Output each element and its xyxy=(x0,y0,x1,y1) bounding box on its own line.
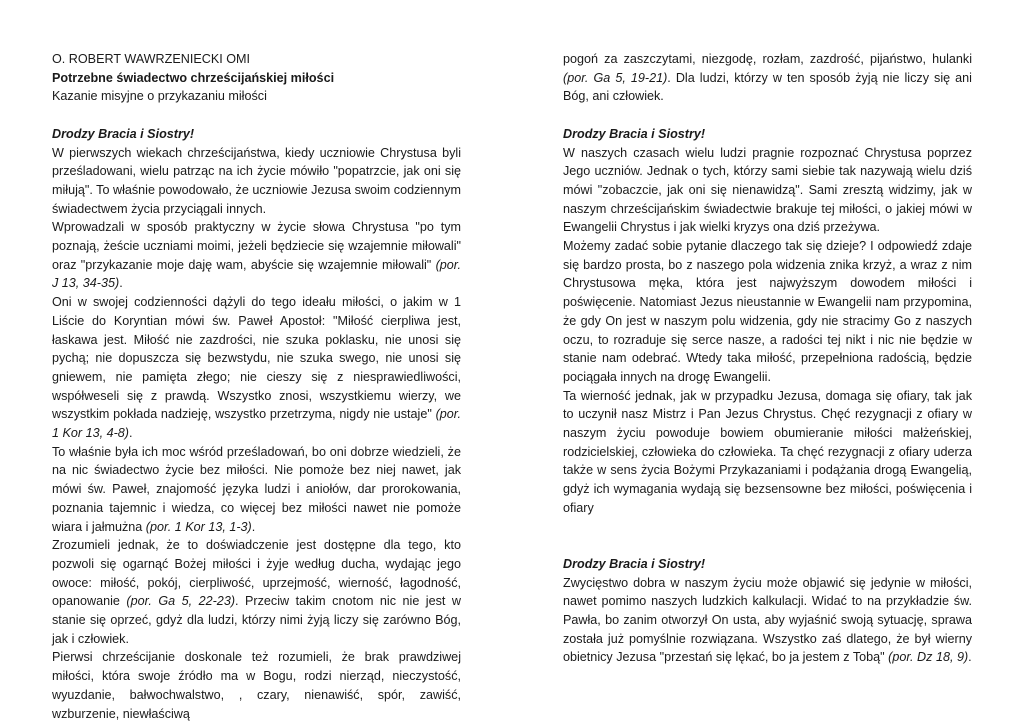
paragraph xyxy=(52,536,461,648)
paragraph xyxy=(52,443,461,537)
paragraph xyxy=(563,574,972,668)
paragraph-text: Wprowadzali w sposób praktyczny w życie słowa Chrystusa "po tym poznają, żeście uczniami moimi, jeżeli będziecie się wzajemnie miłowali" oraz "przykazanie moje daję wam, abyście się wzajemnie miłowali" xyxy=(52,220,461,272)
paragraph: Możemy zadać sobie pytanie dlaczego tak się dzieje? I odpowiedź zdaje się bardzo prosta, bo z naszego pola widzenia znika krzyż, a wraz z nim Chrystusowa męka, która jest najwyższym dowodem miłości i poświęcenie. Natomiast Jezus nieustannie w Ewangelii nam przypomina, że gdy On jest w naszym polu widzenia, gdy nie stracimy Go z naszych oczu, to rozraduje się serce nasze, a radości tej nikt i nic nie będzie w stanie nam odebrać. Wtedy taka miłość, przepełniona radością, będzie pociągała innych na drogę Ewangelii. xyxy=(563,239,972,384)
sermon-title: Potrzebne świadectwo chrześcijańskiej miłości xyxy=(52,70,335,85)
scripture-reference: (por. Ga 5, 22-23) xyxy=(126,594,236,609)
spacer xyxy=(563,106,972,125)
paragraph: W pierwszych wiekach chrześcijaństwa, kiedy uczniowie Chrystusa byli prześladowani, wielu patrząc na ich życie mówiło "popatrzcie, jak oni się miłują". To właśnie powodowało, że uczniowie Jezusa swoim codziennym świadectwem życia przyciągali innych. xyxy=(52,145,461,216)
sermon-subtitle: Kazanie misyjne o przykazaniu miłości xyxy=(52,89,267,104)
scripture-reference: (por. J 13, 34-35) xyxy=(52,257,461,291)
left-column xyxy=(52,50,461,723)
paragraph xyxy=(52,218,461,293)
spacer xyxy=(52,106,461,125)
paragraph-text: . Dla ludzi, którzy w ten sposób żyją nie liczy się ani Bóg, ani człowiek. xyxy=(563,70,972,104)
paragraph-text: . xyxy=(251,519,256,534)
scripture-reference: (por. 1 Kor 13, 1-3) xyxy=(145,519,252,534)
paragraph xyxy=(563,50,972,106)
paragraph-text: . xyxy=(968,650,972,665)
scripture-reference: (por. Dz 18, 9) xyxy=(888,650,969,665)
scripture-reference: (por. Ga 5, 19-21) xyxy=(563,70,668,85)
paragraph-text: pogoń za zaszczytami, niezgodę, rozłam, zazdrość, pijaństwo, hulanki xyxy=(563,52,972,66)
spacer xyxy=(563,518,972,555)
paragraph-text: To właśnie była ich moc wśród prześladowań, bo oni dobrze wiedzieli, że na nic świadectwo życie bez miłości. Nie pomoże bez niej nawet, jak mówi św. Paweł, znajomość języka ludzi i aniołów, dar prorokowania, poznania tajemnic i wiedza, co więcej bez miłości nawet nie pomoże wiara i jałmużna xyxy=(52,444,461,534)
paragraph: W naszych czasach wielu ludzi pragnie rozpoznać Chrystusa poprzez Jego uczniów. Jednak o tych, którzy sami siebie tak nazywają wielu dziś mówi "zobaczcie, jak oni się nienawidzą". Sami zresztą widzimy, jak w naszym chrześcijańskim świadectwie brakuje tej miłości, o jakiej mówi w Ewangelii Chrystus i jak wielki kryzys ona dziś przeżywa. xyxy=(563,145,972,235)
right-column xyxy=(563,50,972,667)
paragraph: Ta wierność jednak, jak w przypadku Jezusa, domaga się ofiary, tak jak to uczynił nasz Mistrz i Pan Jezus Chrystus. Chęć rezygnacji z ofiary w naszym życiu powoduje bowiem obumieranie miłości małżeńskiej, rodzicielskiej, człowieka do człowieka. Ta chęć rezygnacji z ofiary uderza także w sens życia Bożymi Przykazaniami i podążania drogą Ewangelią, gdyż ich wymagania wydają się bezsensowne bez miłości, poświęcenia i ofiary xyxy=(563,388,972,515)
paragraph-text: Oni w swojej codzienności dążyli do tego ideału miłości, o jakim w 1 Liście do Koryntian mówi św. Paweł Apostoł: "Miłość cierpliwa jest, łaskawa jest. Miłość nie zazdrości, nie szuka poklasku, nie unosi się pychą; nie dopuszcza się bezwstydu, nie szuka swego, nie unosi się gniewem, nie pamięta złego; nie cieszy się z niesprawiedliwości, współweseli się z prawdą. Wszystko znosi, wszystkiemu wierzy, we wszystkim pokłada nadzieję, wszystko przetrzyma, nigdy nie ustaje" xyxy=(52,295,461,422)
scripture-reference: (por. 1 Kor 13, 4-8) xyxy=(52,407,461,441)
salutation: Drodzy Bracia i Siostry! xyxy=(52,126,195,141)
paragraph-text: Zrozumieli jednak, że to doświadczenie jest dostępne dla tego, kto pozwoli się ogarnąć Bożej miłości i żyje według ducha, wydając jego owoce: miłość, pokój, cierpliwość, uprzejmość, wierność, łagodność, opanowanie xyxy=(52,538,461,609)
paragraph-text: . xyxy=(129,426,133,441)
author-line: O. ROBERT WAWRZENIECKI OMI xyxy=(52,52,251,66)
paragraph: Pierwsi chrześcijanie doskonale też rozumieli, że brak prawdziwej miłości, która swoje źródło ma w Bogu, rodzi nierząd, nieczystość, wyuzdanie, bałwochwalstwo, , czary, nienawiść, spór, zawiść, wzburzenie, niewłaściwą xyxy=(52,650,461,721)
paragraph-text: Zwycięstwo dobra w naszym życiu może objawić się jedynie w miłości, nawet pomimo naszych ludzkich kalkulacji. Widać to na przykładzie św. Pawła, bo zanim otworzył On usta, aby wyjaśnić swoją sytuację, sprawa została już pomyślnie rozwiązana. Wszystko zaś dlatego, że był wierny obietnicy Jezusa "przestań się lękać, bo ja jestem z Tobą" xyxy=(563,575,972,665)
paragraph xyxy=(52,293,461,443)
salutation: Drodzy Bracia i Siostry! xyxy=(563,556,706,571)
paragraph-text: . xyxy=(119,276,123,291)
paragraph-text: . Przeciw takim cnotom nic nie jest w stanie się oprzeć, gdyż dla ludzi, którzy nimi żyją liczy się zarówno Bóg, jak i człowiek. xyxy=(52,594,461,646)
salutation: Drodzy Bracia i Siostry! xyxy=(563,126,706,141)
